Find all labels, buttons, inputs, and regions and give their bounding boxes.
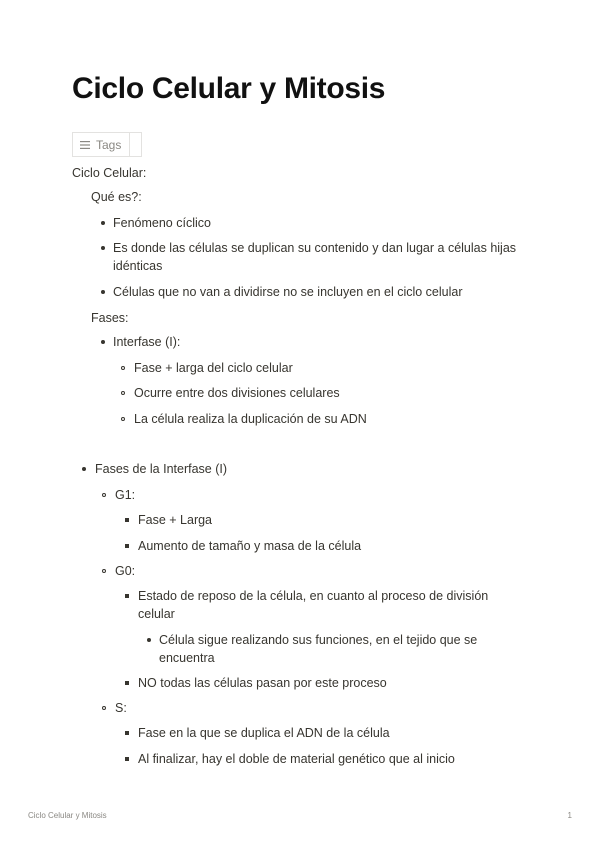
bullet-circle — [121, 417, 125, 421]
que-es-label: Qué es?: — [91, 190, 142, 204]
bullet-dot — [101, 221, 105, 225]
tags-label: Tags — [96, 137, 122, 152]
list-item: Fenómeno cíclico — [113, 216, 211, 230]
list-item: Fase en la que se duplica el ADN de la célula — [138, 726, 390, 740]
bullet-square — [125, 757, 129, 761]
bullet-circle — [121, 366, 125, 370]
list-item: Fase + Larga — [138, 513, 213, 527]
bullet-circle — [121, 391, 125, 395]
bullet-dot — [101, 290, 105, 294]
bullet-square — [125, 681, 129, 685]
section-heading: Ciclo Celular: — [72, 166, 147, 180]
bullet-circle — [102, 493, 106, 497]
bullet-square — [125, 594, 129, 598]
fases-label: Fases: — [91, 311, 129, 325]
tags-property[interactable] — [72, 132, 142, 157]
bullet-circle — [102, 706, 106, 710]
bullet-dot — [101, 340, 105, 344]
s-label: S: — [115, 701, 127, 715]
list-icon — [80, 141, 90, 149]
bullet-dot — [101, 246, 105, 250]
tags-cell[interactable] — [73, 133, 130, 156]
list-item: La célula realiza la duplicación de su ADN — [134, 412, 367, 426]
g1-label: G1: — [115, 488, 136, 502]
list-item: Ocurre entre dos divisiones celulares — [134, 386, 340, 400]
list-item: Aumento de tamaño y masa de la célula — [138, 539, 362, 553]
list-item: Célula sigue realizando sus funciones, en el tejido que se encuentra — [159, 633, 478, 665]
bullet-dot — [147, 638, 151, 642]
list-item: Al finalizar, hay el doble de material genético que al inicio — [138, 752, 455, 766]
bullet-dot — [82, 467, 86, 471]
interfase-label: Interfase (I): — [113, 335, 181, 349]
page-title: Ciclo Celular y Mitosis — [72, 72, 386, 105]
bullet-circle — [102, 569, 106, 573]
bullet-square — [125, 731, 129, 735]
list-item: Estado de reposo de la célula, en cuanto al proceso de división celular — [138, 589, 489, 621]
footer-page-number: 1 — [567, 811, 572, 820]
list-item: Fase + larga del ciclo celular — [134, 361, 293, 375]
bullet-square — [125, 518, 129, 522]
bullet-square — [125, 544, 129, 548]
footer-doc-name: Ciclo Celular y Mitosis — [28, 811, 107, 820]
list-item: Es donde las células se duplican su contenido y dan lugar a células hijas idénticas — [113, 241, 517, 273]
list-item: Células que no van a dividirse no se incluyen en el ciclo celular — [113, 285, 463, 299]
fases-interfase-label: Fases de la Interfase (I) — [95, 462, 228, 476]
g0-label: G0: — [115, 564, 136, 578]
list-item: NO todas las células pasan por este proceso — [138, 676, 387, 690]
